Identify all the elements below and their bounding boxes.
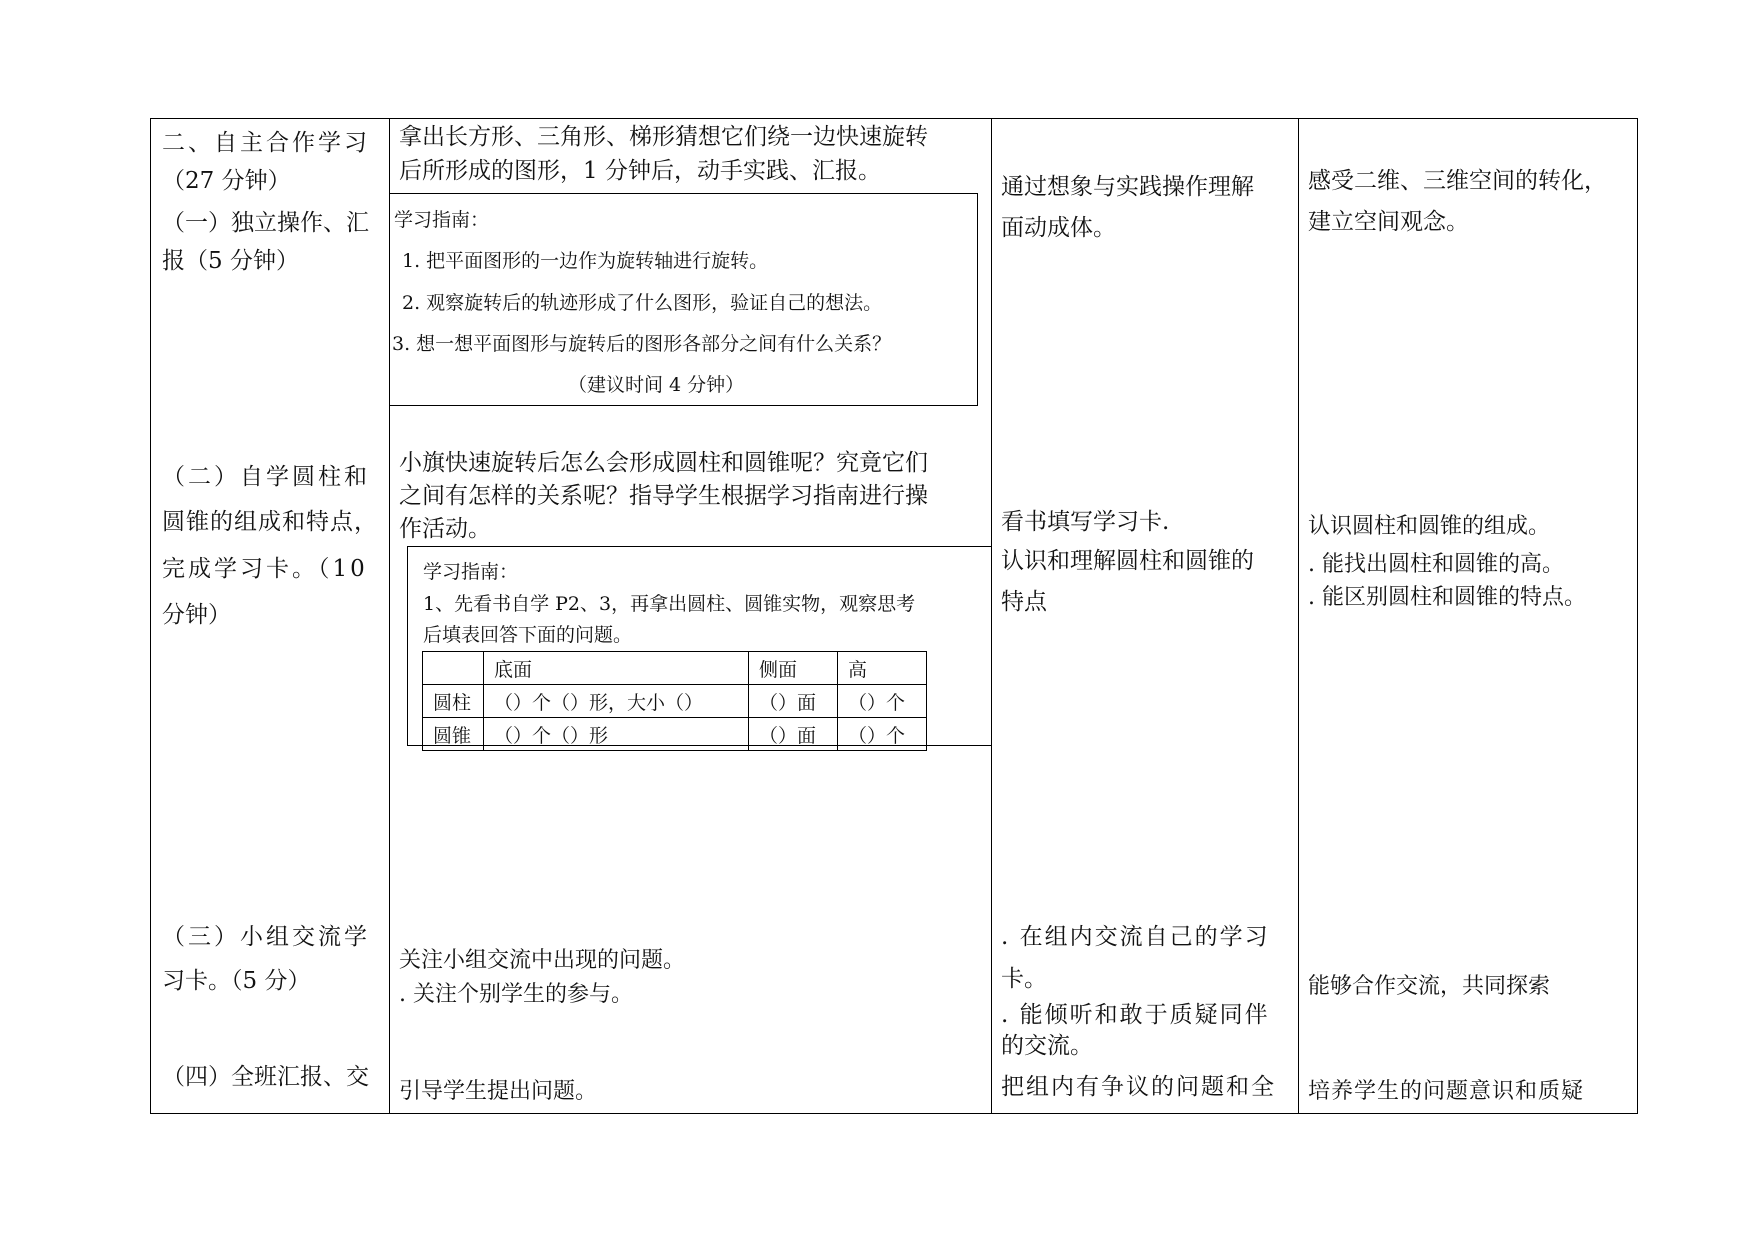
guide1-item-3: 3. 想一想平面图形与旋转后的图形各部分之间有什么关系？ bbox=[392, 333, 892, 355]
guide2-title: 学习指南： bbox=[423, 561, 519, 583]
column-divider-3 bbox=[1298, 118, 1299, 1113]
part2-label-cont-3: 分钟） bbox=[162, 602, 231, 628]
intro-text: 拿出长方形、三角形、梯形猜想它们绕一边快速旋转 bbox=[399, 124, 928, 150]
intent-text-a-cont: 建立空间观念。 bbox=[1308, 209, 1469, 235]
part4-label: （四）全班汇报、交 bbox=[162, 1064, 369, 1090]
question-text-cont: 之间有怎样的关系呢？指导学生根据学习指南进行操 bbox=[399, 483, 928, 509]
intent-text-b: 认识圆柱和圆锥的组成。 bbox=[1308, 514, 1551, 539]
table-cell: （）面 bbox=[749, 718, 838, 751]
group-focus-text-cont: . 关注个别学生的参与。 bbox=[399, 982, 633, 1007]
group-focus-text: 关注小组交流中出现的问题。 bbox=[399, 948, 686, 973]
table-right-border bbox=[1637, 118, 1638, 1113]
table-row bbox=[423, 718, 927, 751]
intent-text-d: 培养学生的问题意识和质疑 bbox=[1308, 1079, 1585, 1104]
study-card-table bbox=[422, 651, 927, 751]
student-text-c-cont-2: . 能倾听和敢于质疑同伴 bbox=[1001, 1002, 1270, 1028]
student-text-b: 看书填写学习卡. bbox=[1001, 509, 1170, 535]
student-text-c-cont: 卡。 bbox=[1001, 966, 1047, 992]
part2-label-cont: 圆锥的组成和特点， bbox=[162, 509, 378, 535]
table-row bbox=[423, 685, 927, 718]
student-text-c-cont-3: 的交流。 bbox=[1001, 1033, 1093, 1059]
student-text-a-cont: 面动成体。 bbox=[1001, 215, 1116, 241]
learning-guide-box-1 bbox=[389, 193, 978, 406]
table-cell: （）个（）形 bbox=[484, 718, 749, 751]
part2-label-cont-2: 完成学习卡。（10 bbox=[162, 556, 368, 582]
table-cell: （）个（）形，大小（） bbox=[484, 685, 749, 718]
table-bottom-border bbox=[150, 1113, 1638, 1114]
student-text-d: 把组内有争议的问题和全 bbox=[1001, 1074, 1276, 1100]
intent-text-b-cont-2: . 能区别圆柱和圆锥的特点。 bbox=[1308, 585, 1586, 610]
guide2-line-1: 1、先看书自学 P2、3，再拿出圆柱、圆锥实物，观察思考 bbox=[423, 593, 916, 615]
intent-text-a: 感受二维、三维空间的转化， bbox=[1308, 168, 1607, 194]
table-header-cell bbox=[423, 652, 484, 685]
table-cell: （）个 bbox=[838, 685, 927, 718]
intent-text-c: 能够合作交流，共同探索 bbox=[1308, 974, 1551, 999]
intro-text-cont: 后所形成的图形，1 分钟后，动手实践、汇报。 bbox=[399, 158, 881, 184]
learning-guide-box-2 bbox=[407, 546, 992, 746]
table-header-row bbox=[423, 652, 927, 685]
guide1-time: （建议时间 4 分钟） bbox=[568, 374, 745, 396]
part1-label-cont: 报（5 分钟） bbox=[162, 248, 299, 274]
part3-label-cont: 习卡。（5 分） bbox=[162, 968, 311, 994]
table-header-cell: 底面 bbox=[484, 652, 749, 685]
guide1-item-2: 2. 观察旋转后的轨迹形成了什么图形，验证自己的想法。 bbox=[402, 292, 883, 314]
guide2-line-2: 后填表回答下面的问题。 bbox=[423, 624, 633, 646]
table-cell: 圆柱 bbox=[423, 685, 484, 718]
student-text-c: . 在组内交流自己的学习 bbox=[1001, 924, 1270, 950]
table-cell: 圆锥 bbox=[423, 718, 484, 751]
table-top-border bbox=[150, 118, 1638, 119]
intent-text-b-cont: . 能找出圆柱和圆锥的高。 bbox=[1308, 552, 1564, 577]
student-text-b-cont-2: 特点 bbox=[1001, 589, 1047, 615]
guide1-item-1: 1. 把平面图形的一边作为旋转轴进行旋转。 bbox=[402, 250, 769, 272]
table-cell: （）面 bbox=[749, 685, 838, 718]
part3-label: （三）小组交流学 bbox=[162, 924, 370, 950]
question-text-cont-2: 作活动。 bbox=[399, 516, 491, 542]
table-header-cell: 侧面 bbox=[749, 652, 838, 685]
table-left-border bbox=[150, 118, 151, 1113]
table-header-cell: 高 bbox=[838, 652, 927, 685]
study-card-table-clip bbox=[422, 651, 962, 747]
table-cell: （）个 bbox=[838, 718, 927, 751]
part2-label: （二）自学圆柱和 bbox=[162, 464, 370, 490]
guide1-title: 学习指南： bbox=[394, 209, 490, 231]
part1-label: （一）独立操作、汇 bbox=[162, 210, 369, 236]
section-title: 二、自主合作学习 bbox=[162, 130, 370, 156]
student-text-a: 通过想象与实践操作理解 bbox=[1001, 174, 1254, 200]
question-text: 小旗快速旋转后怎么会形成圆柱和圆锥呢？究竟它们 bbox=[399, 450, 928, 476]
section-time: （27 分钟） bbox=[162, 168, 291, 194]
class-guide-text: 引导学生提出问题。 bbox=[399, 1079, 598, 1104]
student-text-b-cont: 认识和理解圆柱和圆锥的 bbox=[1001, 548, 1254, 574]
